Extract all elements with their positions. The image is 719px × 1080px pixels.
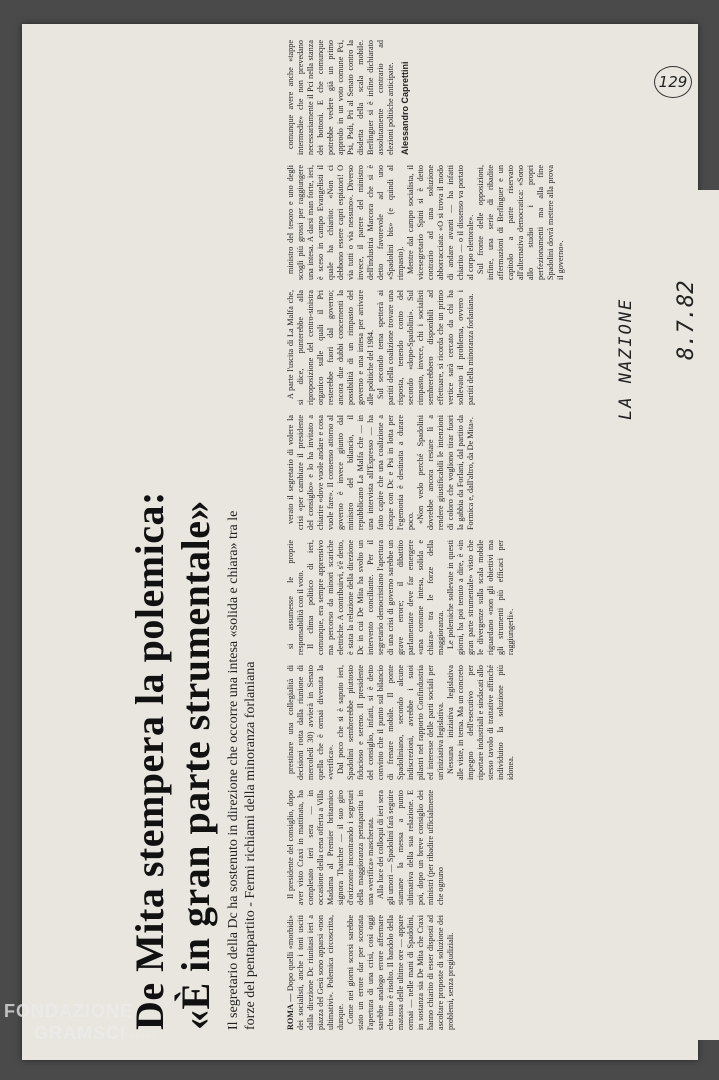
article-text: Il presidente del consiglio, dopo aver visto Craxi in mattinata, ha completato ieri sera — in occasione della cena offerta a Villa Madama al Premier britannico signora Thatcher — il suo giro d'orizzonte incontrando i segretari della maggioranza pentapartita in una «verifica» mascherata. bbox=[286, 790, 375, 905]
article-paragraph bbox=[286, 915, 346, 1030]
article-columns bbox=[286, 40, 606, 1030]
article-column bbox=[286, 165, 606, 280]
author-signature: Alessandro Caprettini bbox=[400, 61, 410, 155]
article-paragraph bbox=[286, 165, 406, 280]
article-paragraph bbox=[286, 790, 376, 905]
headline-block bbox=[126, 340, 259, 1030]
article-paragraph bbox=[306, 540, 446, 655]
article-paragraph bbox=[446, 665, 516, 780]
article-text: Come nei giorni scorsi sarebbe stato un errore dar per scontata l'apertura di una crisi, così oggi sarebbe analogo errore affermare che tutto è risolto. Il bandolo della matassa delle ultime ore — appare ormai — nelle mani di Spadolini, in sostanza sia De Mita che Craxi hanno chiarito di esser disposti ad ascoltare proposte di soluzione dei problemi, senza pregiudiziali. bbox=[346, 915, 455, 1030]
article-text: si assumesse le proprie responsabilità con il voto. bbox=[286, 540, 305, 655]
article-column bbox=[286, 540, 606, 655]
article-paragraph bbox=[476, 165, 566, 280]
handwritten-date: 8.7.82 bbox=[674, 280, 699, 360]
watermark-logo bbox=[4, 1000, 157, 1047]
article-text: Il clima politico di ieri, comunque, era sempre apprensivo ma percorso da minori scariche elettriche. A contribuirvi, s'è detto, è stata la relazione della direzione Dc in cui De Mita ha svolto un intervento conciliante. Per il segretario democristiano l'apertura di una crisi di governo sarebbe un grave errore; il dibattito parlamentare deve far emergere «una comune intesa, solida e chiara» tra le forze della maggioranza. bbox=[306, 540, 445, 655]
article-text: Nessuna iniziativa legislativa alle viste, in tema. Ma un concreto impegno dell'esecutivo per riportare industriali e sindacati allo stesso tavolo di trattative affinché individuino la soluzione più idonea. bbox=[446, 665, 515, 780]
article-text: Le polemiche sollevate in questi giorni, ha poi tenuto a dire, è «in gran parte strumentale» visto che le divergenze sulla scala mobile riguardano «non gli obiettivi ma gli strumenti più efficaci per raggiungerli». bbox=[446, 540, 515, 655]
article-column bbox=[286, 415, 606, 530]
article-paragraph bbox=[286, 540, 306, 655]
article-paragraph bbox=[376, 290, 476, 405]
article-paragraph bbox=[286, 415, 416, 530]
article-text: comunque avere anche «tappe intermedie» che non prevedano necessariamente il Pci nella stanza dei bottoni. E che comunque potrebbe vedere già un primo approdo in un voto comune Pci, Psi, Psdi, Pri al Senato contro la disdetta della scala mobile. Berlinguer si è infine dichiarato assolutamente contrario ad elezioni politiche anticipate. bbox=[286, 40, 395, 155]
article-text: A parte l'uscita di La Malfa che, si dice, punterebbe alla riproposizione del centro-sinistra organico sulle quali il Pri resterebbe fuori dal governo; ancora due dubbi concernenti la possibilità di un rimpasto del governo e una intesa per arrivare alle politiche del 1984. bbox=[286, 290, 375, 405]
article-column bbox=[286, 40, 606, 155]
article-text: Dal poco che si è saputo ieri, Spadolini sembrerebbe piuttosto fiducioso e sereno. Il presidente del consiglio, infatti, si è detto convinto che il punto sul bilancio di frenare mobile. Il ponte Spadoliniano, secondo alcune indiscrezioni, avrebbe i suoi pilastri nel rapporto Confindustria ed interesse delle parti sociali per un'iniziativa legislativa. bbox=[336, 665, 445, 780]
article-column bbox=[286, 665, 606, 780]
article-text: «Non vedo perché Spadolini dovrebbe ancora restare lì a rendere giustificabili le intenzioni di coloro che vogliono tirar fuori la gabbia da Forlani, dal partito da Formica e, dall'altro, da De Mita». bbox=[416, 415, 475, 530]
handwritten-annotation bbox=[616, 190, 716, 450]
article-paragraph bbox=[406, 165, 476, 280]
article-text: Dopo quelli «morbidi» dei socialisti, anche i toni usciti dalla direzione Dc riunitasi ieri a piazza del Gesù sono apparsi «non ultimativi». Polemica circoscritta, dunque. bbox=[286, 915, 345, 1030]
article-paragraph bbox=[416, 415, 476, 530]
article-paragraph bbox=[376, 790, 446, 905]
article-paragraph bbox=[446, 540, 516, 655]
article-paragraph bbox=[286, 290, 376, 405]
subheadline: Il segretario della Dc ha sostenuto in direzione che occorre una intesa «solida e chiara» tra le forze del pentapartito - Fermi richiami della minoranza forlaniana bbox=[226, 510, 258, 1030]
article-paragraph bbox=[286, 40, 396, 155]
article-text: Mentre dal campo socialista, il vicesegretario Spini si è detto contrario ad una soluzione abborracciata: «O si trova il modo di andare avanti — ha infatti chiarito — o il dissenso va portato al corpo elettorale». bbox=[406, 165, 475, 280]
article-text: verato il segretario di volere la crisi «per cambiare il presidente del consiglio» e lo ha invitato a chiarire «dove vuole andare e cosa vuole fare». Il consenso attorno al governo è invece giunto dal ministro del bilancio, il repubblicano La Malfa che — in una intervista all'Espresso — ha fatto capire che una coalizione a cinque con Dc e Psi in lotta per l'egemonia è destinata a durare poco. bbox=[286, 415, 415, 530]
watermark-line-1: FONDAZIONE bbox=[4, 1001, 133, 1021]
article-column bbox=[286, 290, 606, 405]
article-paragraph bbox=[336, 665, 446, 780]
article-text: Sul fronte delle opposizioni, infine, una serie di ribadite affermazioni di Berlinguer e un capitolo a parte riservato all'alternativa democratica: «Sono allo studio i propri perfezionamenti ma alla fine Spadolini dovrà mettere alla prova il governo». bbox=[476, 165, 565, 280]
handwritten-source: LA NAZIONE bbox=[616, 297, 636, 420]
folio-number: 129 bbox=[654, 66, 692, 98]
article-column bbox=[286, 915, 606, 1030]
headline-line-1: De Mita stempera la polemica: bbox=[127, 491, 172, 1030]
article-text: Sul secondo tema spetterà ai partiti della coalizione trovare una risposta, tenendo conto del secondo «dopo-Spadolini». Sul rimpasto, invece, chi i socialisti sembrerebbero disponibili ad effettuare, si ricorda che un primo vertice sarà cercato da chi ha sollevato il problema, ovvero i partiti della minoranza forlaniana. bbox=[376, 290, 475, 405]
article-text: ministro del tesoro e uno degli scogli più grossi per raggiungere una intesa. A darsi man forte, ieri, è sceso in campo Evangelisti il quale ha chiarito: «Non ci debbono essere capri espiatori! O via tutti o via nessuno». Diverso invece, il parere del ministro dell'industria Marcora che si è detto favorevole ad uno «Spadolini bis» (e quindi al rimpasto). bbox=[286, 165, 405, 280]
watermark-line-3: onlus bbox=[130, 1031, 157, 1041]
article-dateline: ROMA — bbox=[286, 993, 295, 1030]
article-text: prestinare una collegialità di decisioni rotta dalla riunione di mercoledì 30) avvierà in Senato quella che è ormai divenuta la «verifica». bbox=[286, 665, 335, 780]
article-column bbox=[286, 790, 606, 905]
article-paragraph bbox=[346, 915, 456, 1030]
headline-line-2: «È in gran parte strumentale» bbox=[173, 499, 218, 1030]
article-text: Alla luce dei colloqui di ieri sera gli umori — Spadolini farà seguire stamane la messa a punto ultimativa della sua relazione. E poi, dopo un breve consiglio dei ministri (per ribadire ufficialmente che ognuno bbox=[376, 790, 445, 905]
watermark-line-2-text: GRAMSCI bbox=[34, 1023, 126, 1043]
document-page bbox=[22, 24, 698, 1060]
article-paragraph bbox=[286, 665, 336, 780]
watermark-line-2 bbox=[34, 1022, 157, 1047]
